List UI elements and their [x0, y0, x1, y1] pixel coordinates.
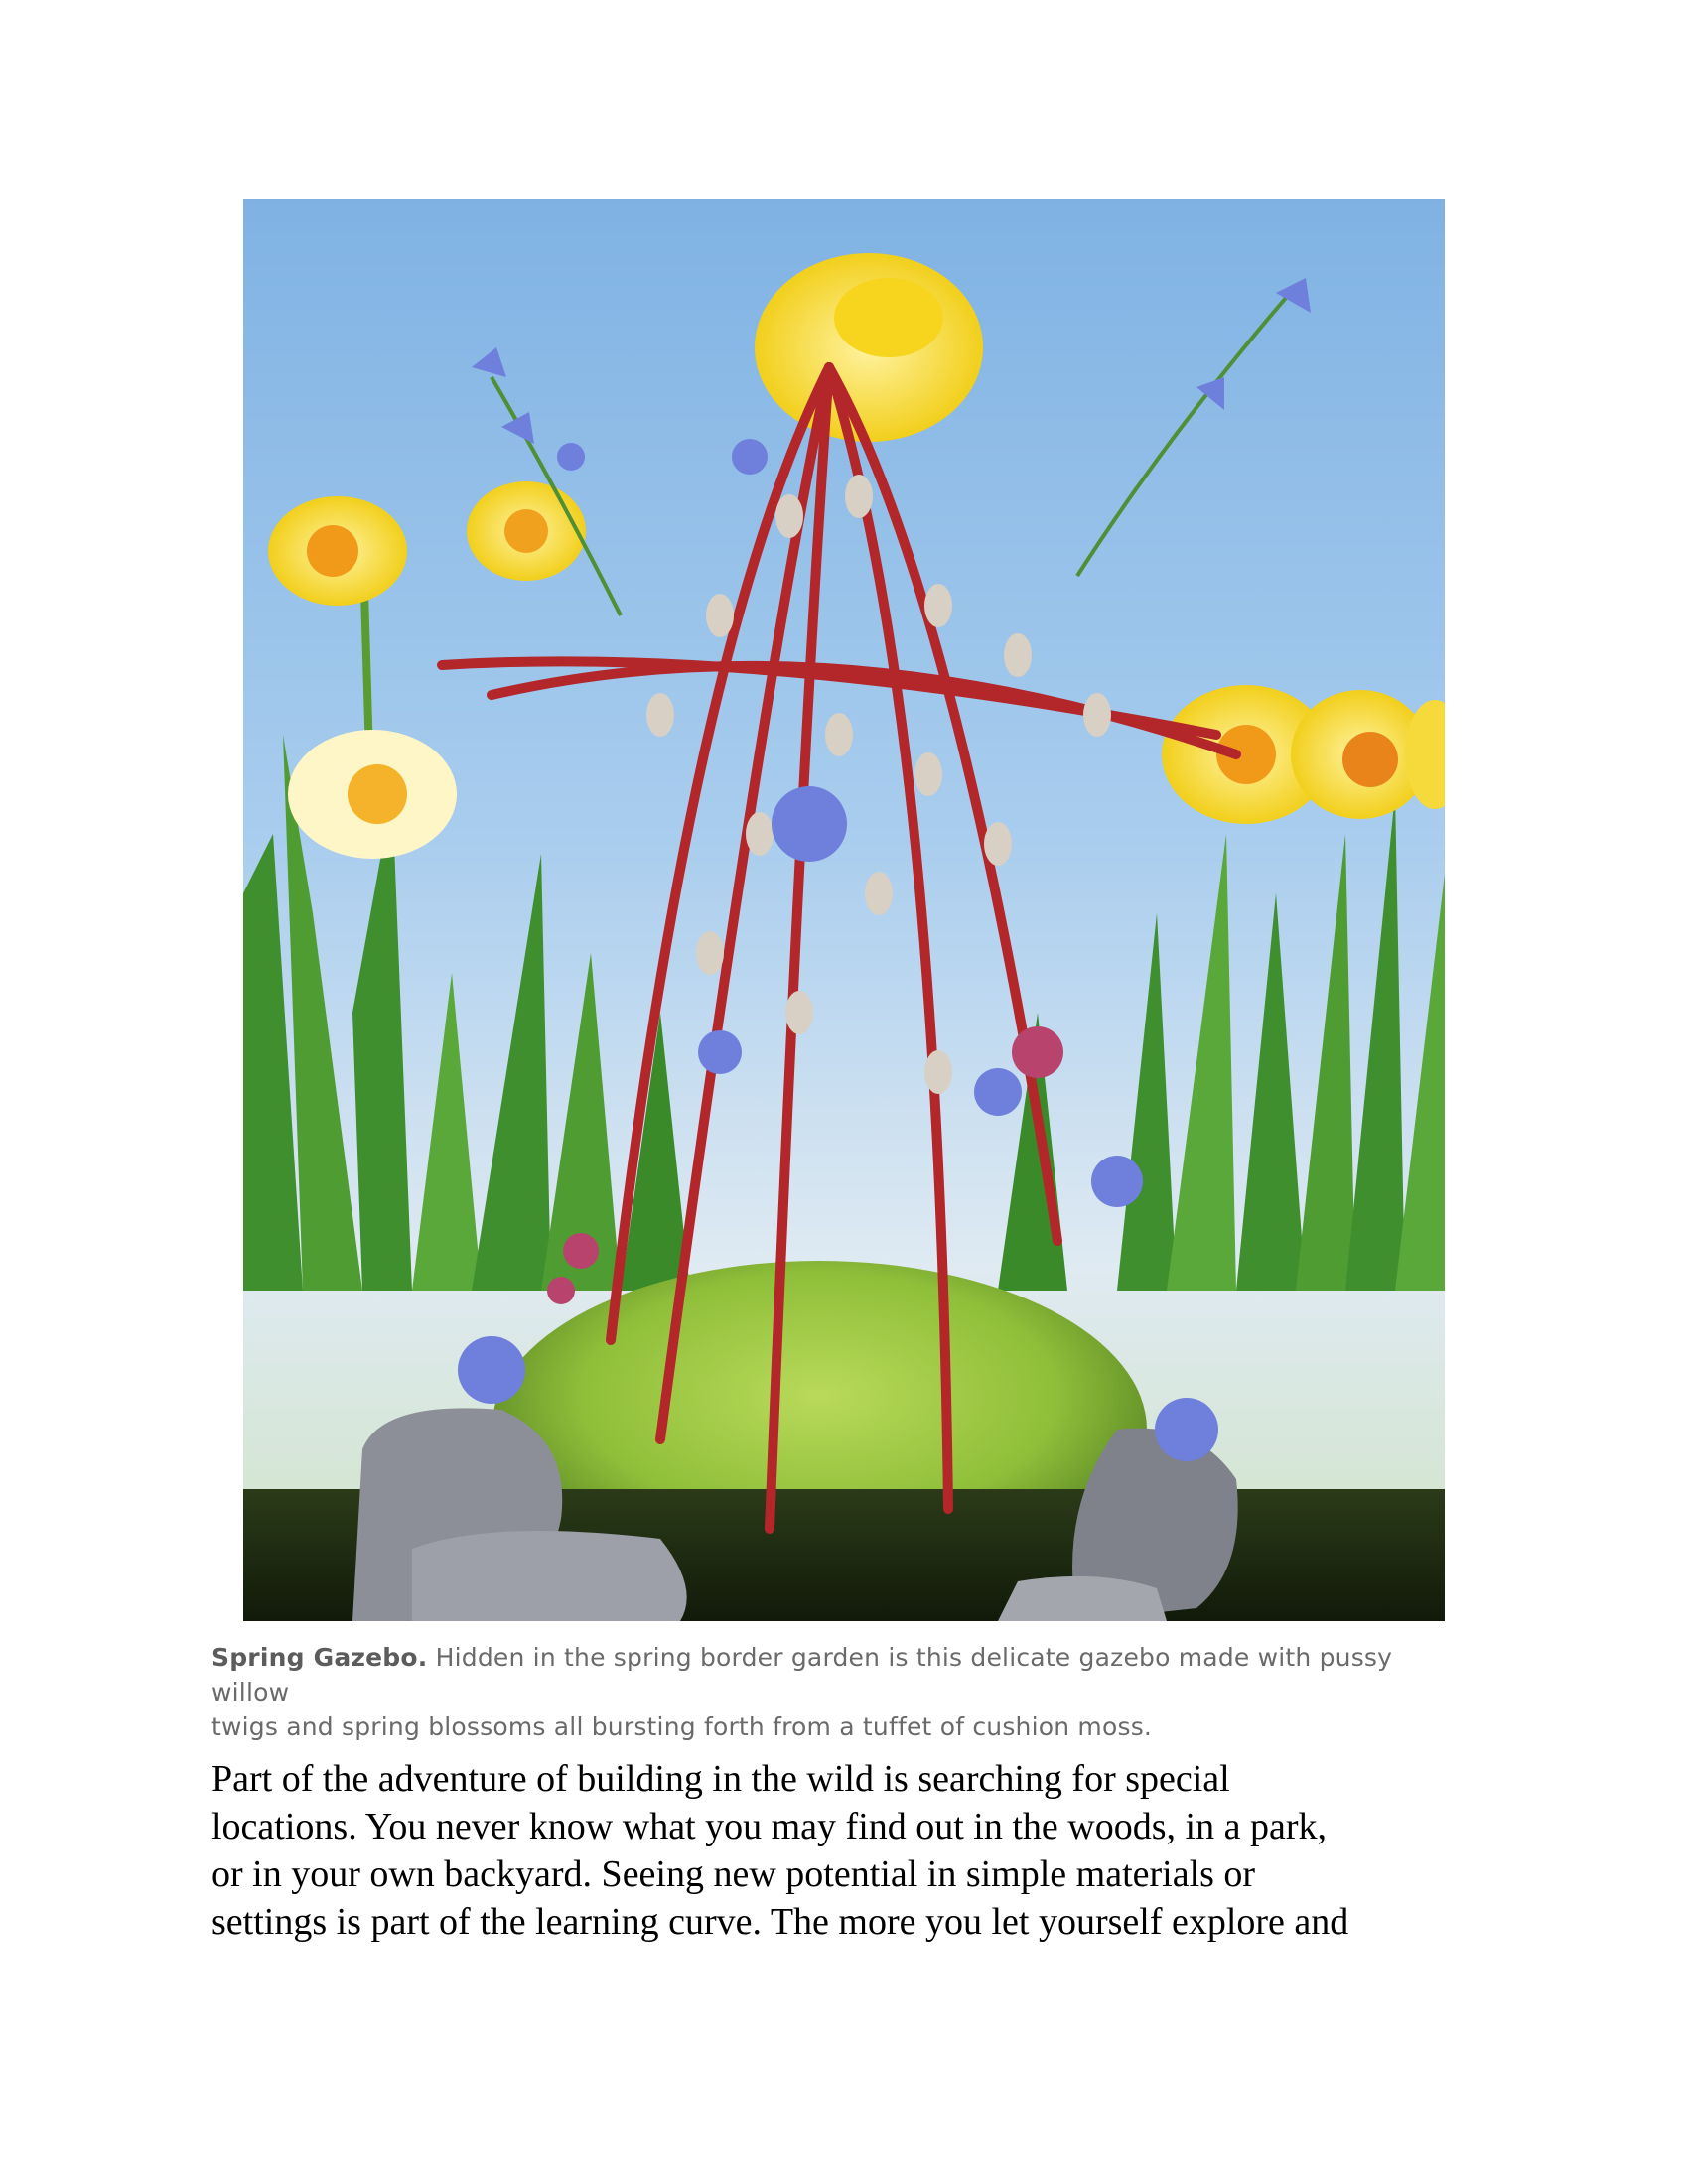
caption-line-1: Hidden in the spring border garden is this delicate gazebo made with pussy willow [211, 1643, 1393, 1706]
daffodil-top [755, 253, 983, 442]
body-paragraph [211, 1755, 1502, 1946]
caption-line-2: twigs and spring blossoms all bursting forth from a tuffet of cushion moss. [211, 1712, 1153, 1741]
photo-illustration [243, 199, 1445, 1621]
body-line-1: Part of the adventure of building in the wild is searching for special [211, 1758, 1230, 1800]
caption-title: Spring Gazebo. [211, 1643, 428, 1672]
body-line-3: or in your own backyard. Seeing new potential in simple materials or [211, 1853, 1256, 1895]
body-line-2: locations. You never know what you may find out in the woods, in a park, [211, 1806, 1327, 1847]
spring-gazebo-photo [243, 199, 1445, 1621]
body-line-4: settings is part of the learning curve. The more you let yourself explore and [211, 1901, 1349, 1943]
daffodils-right [1162, 685, 1445, 824]
figure-caption [211, 1640, 1463, 1744]
